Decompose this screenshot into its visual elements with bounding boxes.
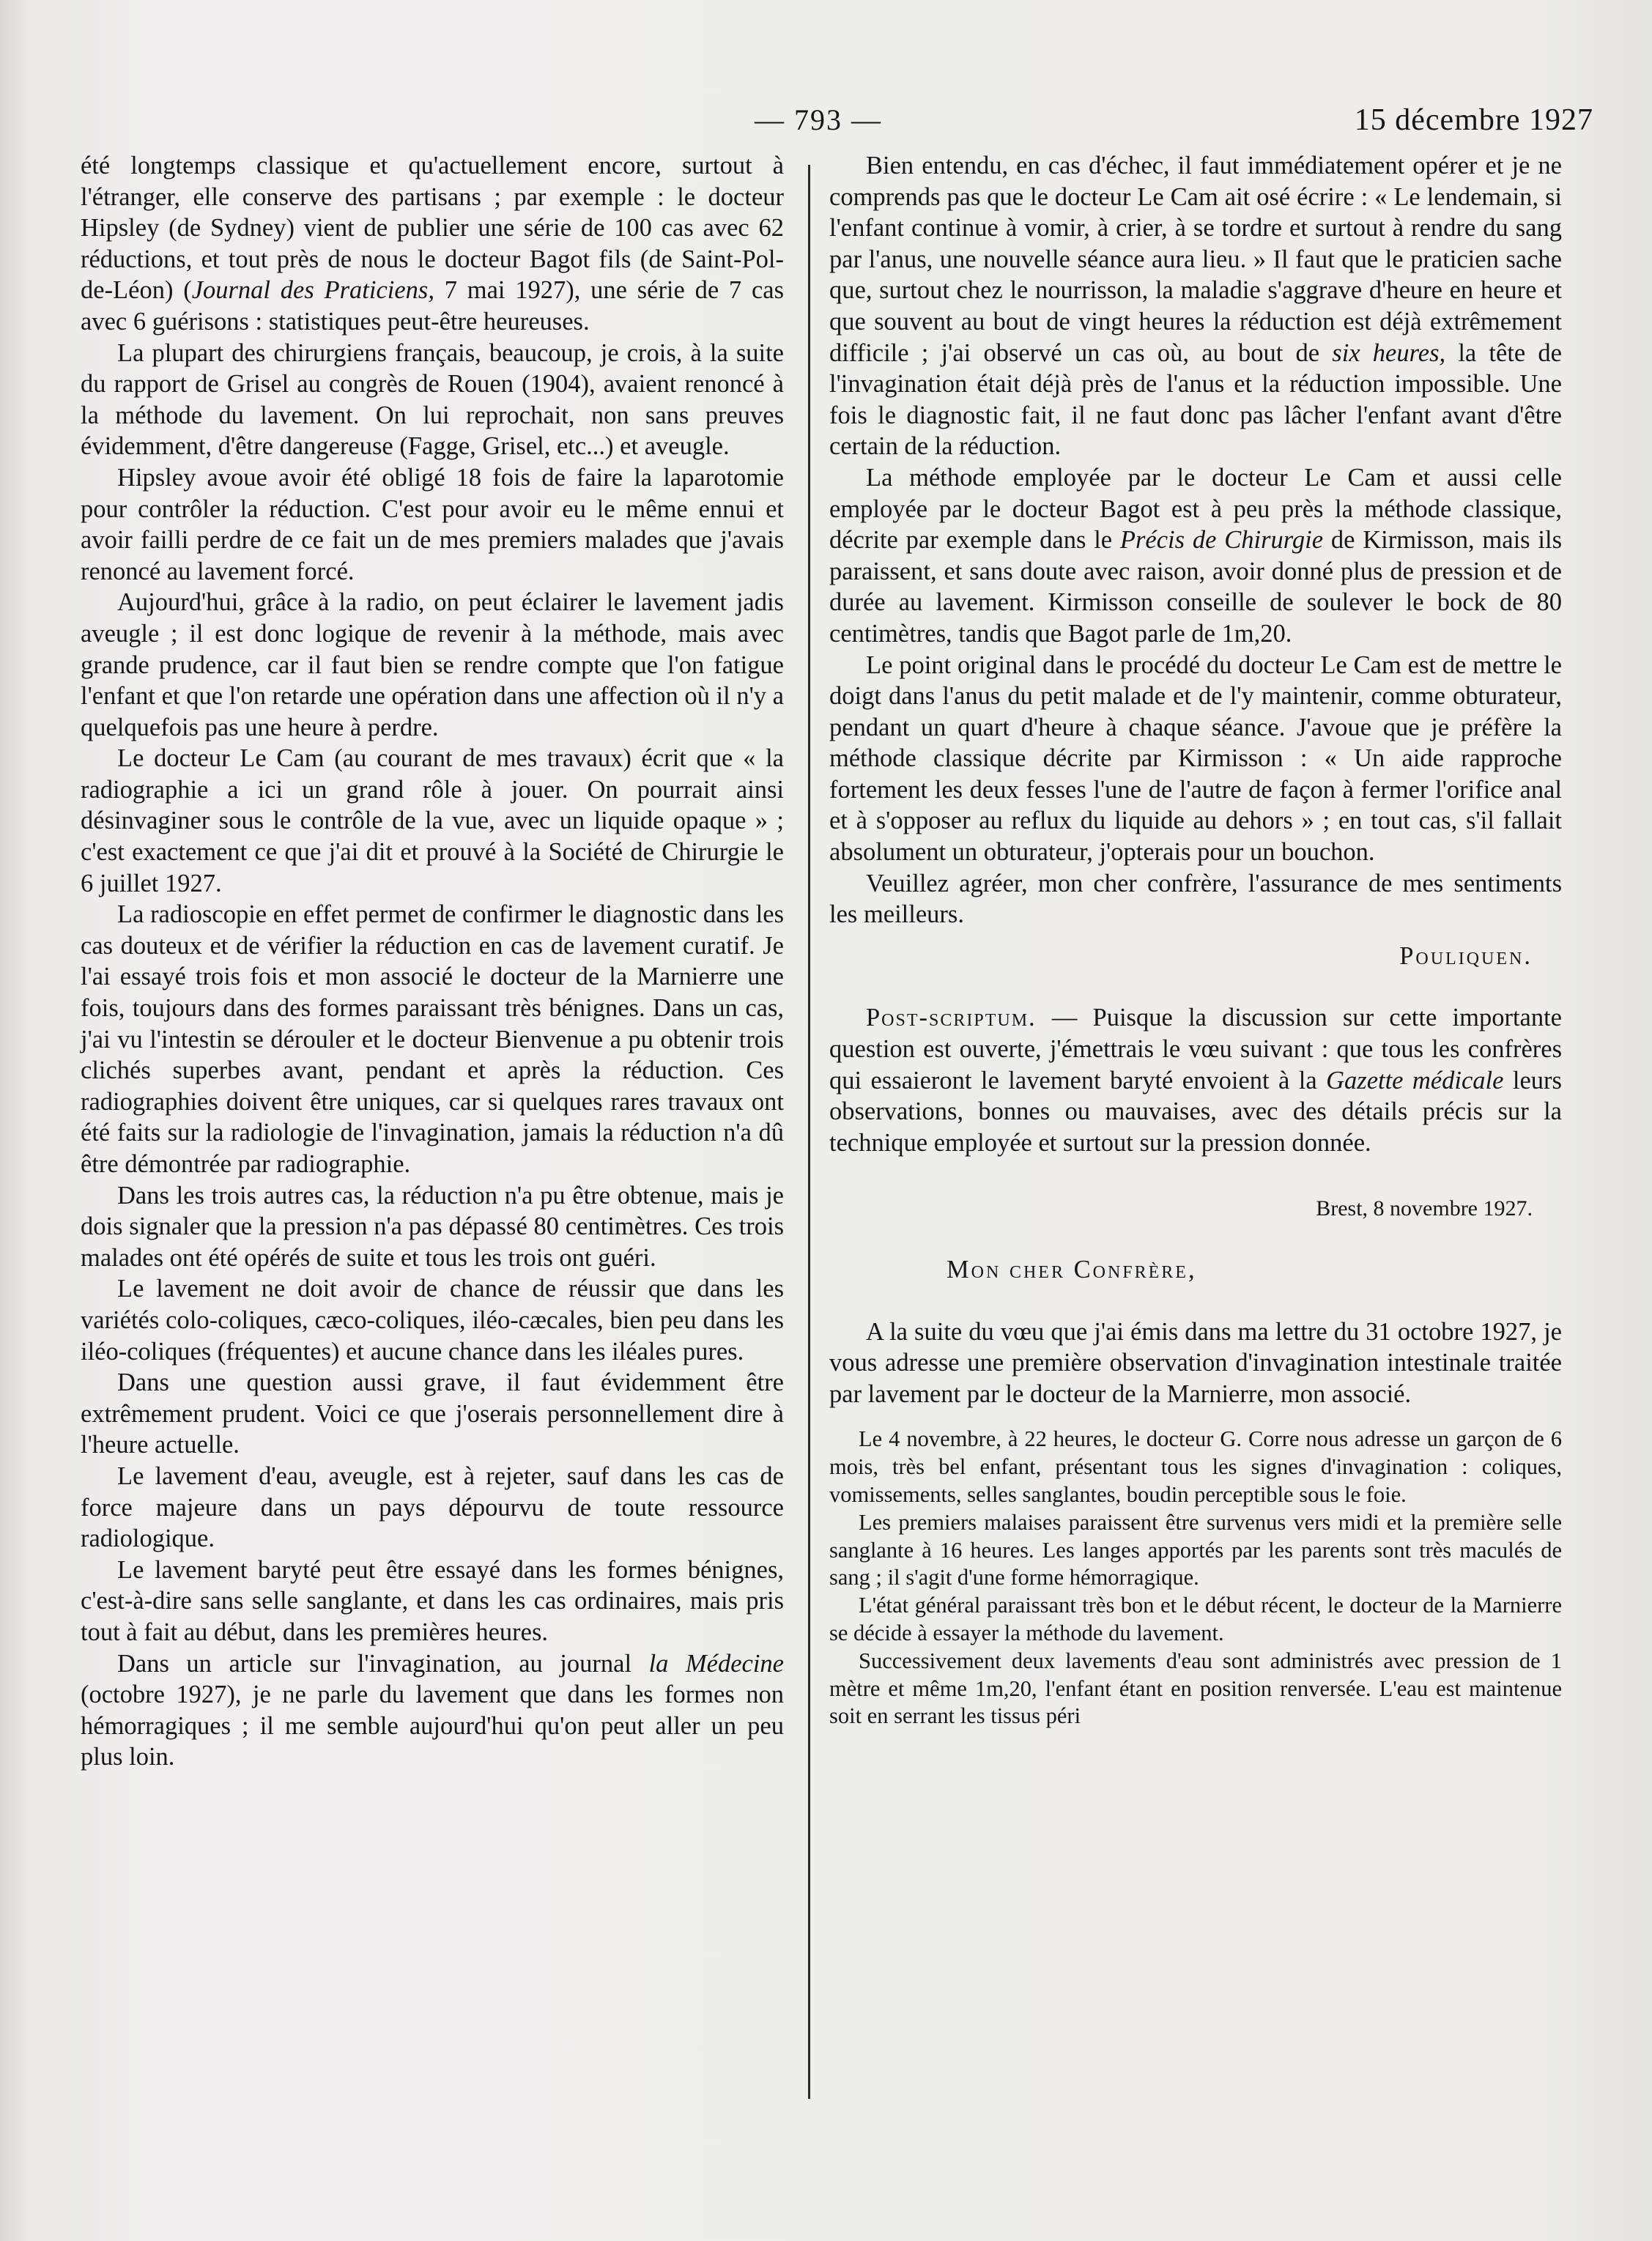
paragraph: La radioscopie en effet permet de confirmer le diagnostic dans les cas douteux et de vérifier la réduction en cas de lavement curatif. Je l'ai essayé trois fois et mon associé le docteur de la Marnierre une fois, toujours dans des formes paraissant très bénignes. Dans un cas, j'ai vu l'intestin se dérouler et le docteur Bienvenue a pu obtenir trois clichés superbes avant, pendant et après la réduction. Ces radiographies doivent être uniques, car si quelques rares travaux ont été faits sur la radiologie de l'invagination, jamais la réduction n'a dû être démontrée par radiographie. bbox=[81, 900, 784, 1178]
paragraph: Le point original dans le procédé du docteur Le Cam est de mettre le doigt dans l'anus du petit malade et de l'y maintenir, comme obturateur, pendant un quart d'heure à chaque séance. J'avoue que je préfère la méthode classique décrite par Kirmisson : « Un aide rapproche fortement les deux fesses l'une de l'autre de façon à fermer l'orifice anal et à s'opposer au reflux du liquide au dehors » ; en tout cas, s'il fallait absolument un obturateur, j'opterais pour un bouchon. bbox=[829, 651, 1562, 867]
issue-date: 15 décembre 1927 bbox=[1354, 103, 1593, 137]
paragraph: Aujourd'hui, grâce à la radio, on peut éclairer le lavement jadis aveugle ; il est donc logique de revenir à la méthode, mais avec grande prudence, car il faut bien se rendre compte que l'on fatigue l'enfant et que l'on retarde une opération dans une affection où il n'y a quelquefois pas une heure à perdre. bbox=[81, 588, 784, 741]
paragraph: Dans un article sur l'invagination, au journal la Médecine (octobre 1927), je ne parle du lavement que dans les formes non hémorragiques ; il me semble aujourd'hui qu'on peut aller un peu plus loin. bbox=[81, 1649, 784, 1771]
page-number: — 793 — bbox=[755, 103, 882, 136]
page-header bbox=[0, 103, 1652, 147]
letter-place-date: Brest, 8 novembre 1927. bbox=[1316, 1196, 1533, 1221]
postscript: Post-scriptum. — Puisque la discussion sur cette importante question est ouverte, j'émettrais le vœu suivant : que tous les confrères qui essaieront le lavement baryté envoient à la Gazette médicale leurs observations, bonnes ou mauvaises, avec des détails précis sur la technique employée et surtout sur la pression donnée. bbox=[829, 1004, 1562, 1157]
paragraph: Dans une question aussi grave, il faut évidemment être extrêmement prudent. Voici ce que j'oserais personnellement dire à l'heure actuelle. bbox=[81, 1368, 784, 1459]
paragraph: L'état général paraissant très bon et le début récent, le docteur de la Marnierre se décide à essayer la méthode du lavement. bbox=[829, 1593, 1562, 1645]
left-column bbox=[81, 150, 784, 1773]
paragraph: Le docteur Le Cam (au courant de mes travaux) écrit que « la radiographie a ici un grand rôle à jouer. On pourrait ainsi désinvaginer sous le contrôle de la vue, avec un liquide opaque » ; c'est exactement ce que j'ai dit et prouvé à la Société de Chirurgie le 6 juillet 1927. bbox=[81, 744, 784, 897]
paragraph: Les premiers malaises paraissent être survenus vers midi et la première selle sanglante à 16 heures. Les langes apportés par les parents sont très maculés de sang ; il s'agit d'une forme hémorragique. bbox=[829, 1509, 1562, 1590]
signature: Pouliquen. bbox=[1399, 941, 1533, 970]
paragraph: Bien entendu, en cas d'échec, il faut immédiatement opérer et je ne comprends pas que le docteur Le Cam ait osé écrire : « Le lendemain, si l'enfant continue à vomir, à crier, à se tordre et surtout à rendre du sang par l'anus, une nouvelle séance aura lieu. » Il faut que le praticien sache que, surtout chez le nourrisson, la maladie s'aggrave d'heure en heure et que souvent au bout de vingt heures la réduction est déjà extrêmement difficile ; j'ai observé un cas où, au bout de six heures, la tête de l'invagination était déjà près de l'anus et la réduction impossible. Une fois le diagnostic fait, il ne faut donc pas lâcher l'enfant avant d'être certain de la réduction. bbox=[829, 152, 1562, 461]
postscript-label: Post-scriptum. bbox=[866, 1004, 1037, 1032]
observation-block bbox=[829, 1426, 1562, 1730]
paragraph: La méthode employée par le docteur Le Cam et aussi celle employée par le docteur Bagot est à peu près la méthode classique, décrite par exemple dans le Précis de Chirurgie de Kirmisson, mais ils paraissent, et sans doute avec raison, avoir donné plus de pression et de durée au lavement. Kirmisson conseille de soulever le bock de 80 centimètres, tandis que Bagot parle de 1m,20. bbox=[829, 463, 1562, 648]
paragraph: Successivement deux lavements d'eau sont administrés avec pression de 1 mètre et même 1m,20, l'enfant étant en position renversée. L'eau est maintenue soit en serrant les tissus péri bbox=[829, 1648, 1562, 1729]
paragraph: Dans les trois autres cas, la réduction n'a pu être obtenue, mais je dois signaler que la pression n'a pas dépassé 80 centimètres. Ces trois malades ont été opérés de suite et tous les trois ont guéri. bbox=[81, 1181, 784, 1272]
paragraph: Hipsley avoue avoir été obligé 18 fois de faire la laparotomie pour contrôler la réduction. C'est pour avoir eu le même ennui et avoir failli perdre de ce fait un de mes premiers malades que j'avais renoncé au lavement forcé. bbox=[81, 463, 784, 585]
column-divider bbox=[808, 165, 810, 2099]
paragraph: Le lavement ne doit avoir de chance de réussir que dans les variétés colo-coliques, cæco-coliques, iléo-cæcales, bien peu dans les iléo-coliques (fréquentes) et aucune chance dans les iléales pures. bbox=[81, 1275, 784, 1366]
paragraph: Le 4 novembre, à 22 heures, le docteur G. Corre nous adresse un garçon de 6 mois, très bel enfant, présentant tous les signes d'invagination : coliques, vomissements, selles sanglantes, boudin perceptible sous le foie. bbox=[829, 1426, 1562, 1507]
paragraph: A la suite du vœu que j'ai émis dans ma lettre du 31 octobre 1927, je vous adresse une première observation d'invagination intestinale traitée par lavement par le docteur de la Marnierre, mon associé. bbox=[829, 1317, 1562, 1408]
paragraph: Veuillez agréer, mon cher confrère, l'assurance de mes sentiments les meilleurs. bbox=[829, 869, 1562, 929]
paragraph: La plupart des chirurgiens français, beaucoup, je crois, à la suite du rapport de Grisel au congrès de Rouen (1904), avaient renoncé à la méthode du lavement. On lui reprochait, non sans preuves évidemment, d'être dangereuse (Fagge, Grisel, etc...) et aveugle. bbox=[81, 338, 784, 461]
paragraph: Le lavement baryté peut être essayé dans les formes bénignes, c'est-à-dire sans selle sanglante, et dans les cas ordinaires, mais pris tout à fait au début, dans les premières heures. bbox=[81, 1555, 784, 1646]
salutation: Mon cher Confrère, bbox=[947, 1256, 1197, 1284]
right-column bbox=[829, 150, 1562, 1730]
paragraph: Le lavement d'eau, aveugle, est à rejeter, sauf dans les cas de force majeure dans un pays dépourvu de toute ressource radiologique. bbox=[81, 1462, 784, 1553]
paragraph: été longtemps classique et qu'actuellement encore, surtout à l'étranger, elle conserve des partisans ; par exemple : le docteur Hipsley (de Sydney) vient de publier une série de 100 cas avec 62 réductions, et tout près de nous le docteur Bagot fils (de Saint-Pol-de-Léon) (Journal des Praticiens, 7 mai 1927), une série de 7 cas avec 6 guérisons : statistiques peut-être heureuses. bbox=[81, 152, 784, 336]
